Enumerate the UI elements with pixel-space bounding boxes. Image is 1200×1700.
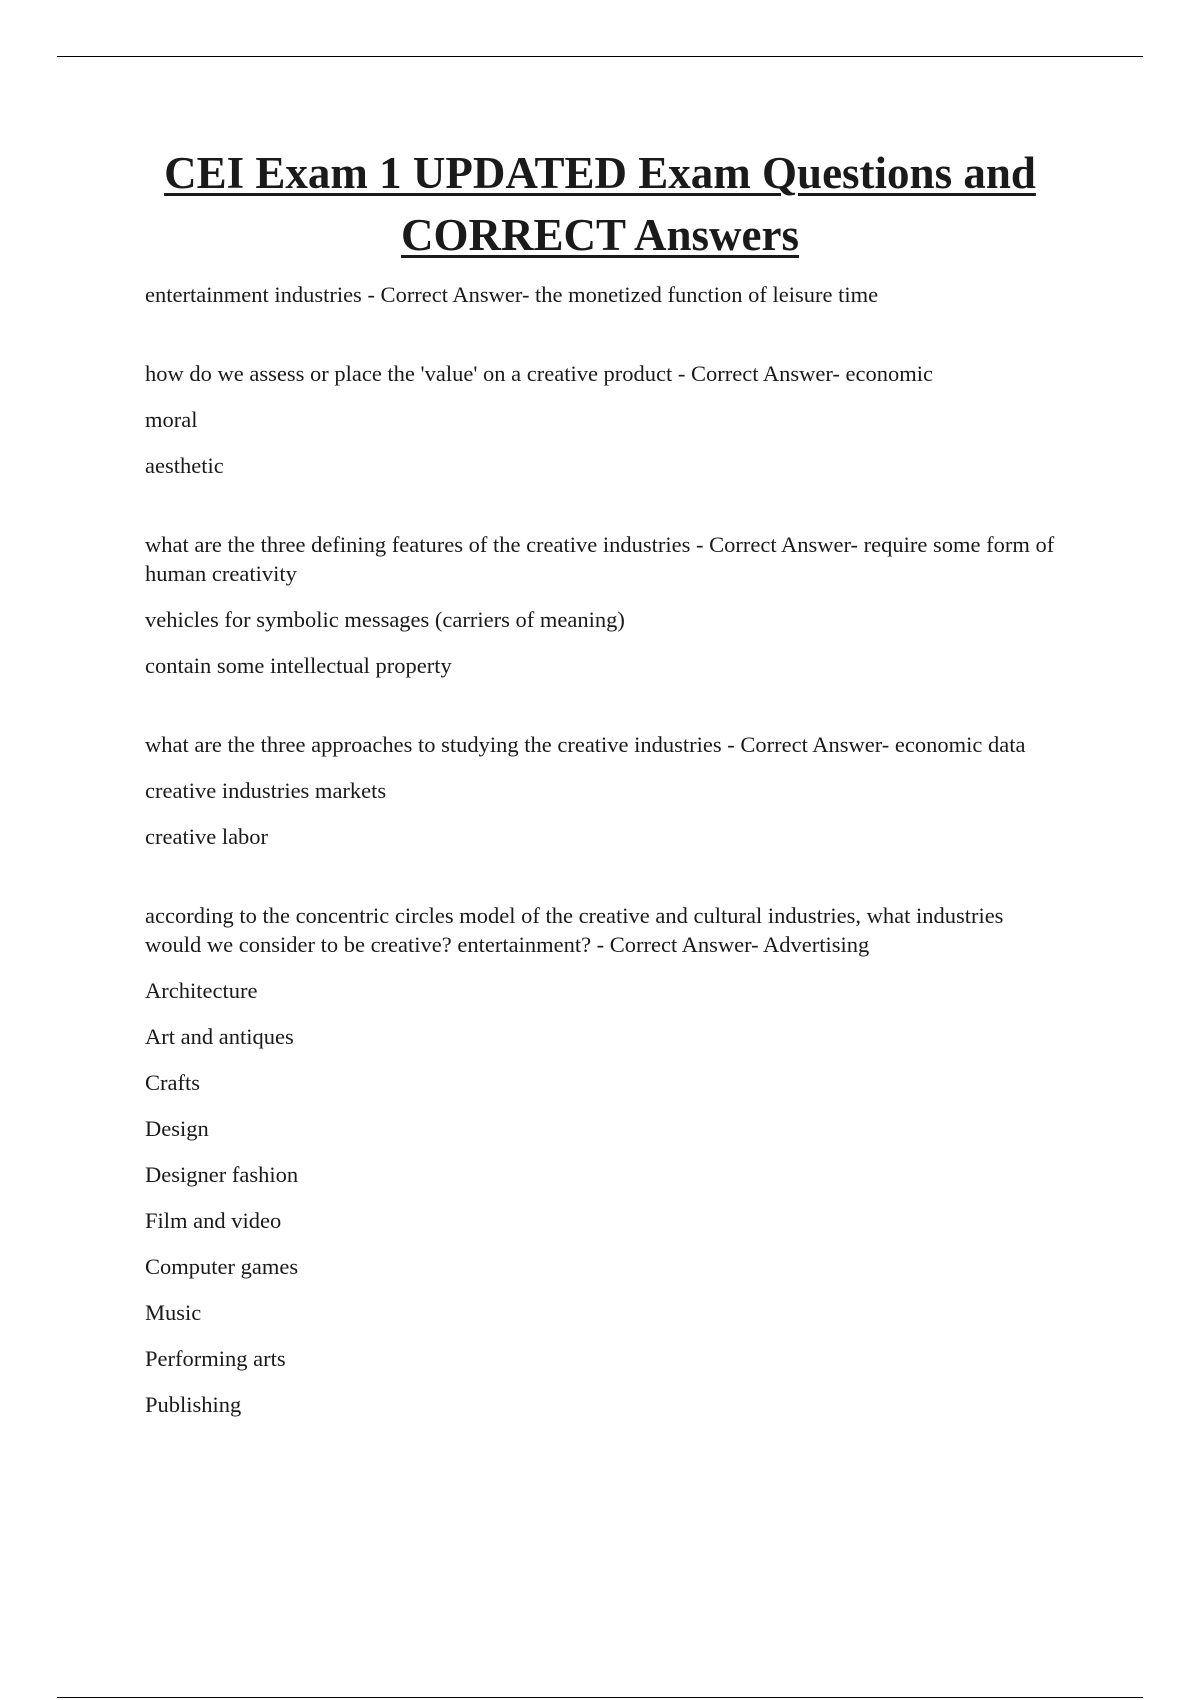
page-title — [100, 142, 1100, 266]
page-title-text: CEI Exam 1 UPDATED Exam Questions and CORRECT Answers — [164, 148, 1036, 260]
question-3: what are the three defining features of the creative industries - Correct Answer- require some form of human creativity — [145, 532, 1055, 586]
answer-line: aesthetic — [145, 453, 224, 478]
answer-line: Film and video — [145, 1208, 282, 1233]
answer-line: vehicles for symbolic messages (carriers of meaning) — [145, 607, 625, 632]
answer-line: creative industries markets — [145, 778, 387, 803]
answer-line: Performing arts — [145, 1346, 286, 1371]
qa-item-1 — [145, 280, 1065, 309]
answer-line: Architecture — [145, 978, 258, 1003]
answer-line: Crafts — [145, 1070, 200, 1095]
qa-item-2 — [145, 359, 1065, 480]
answer-line: Designer fashion — [145, 1162, 299, 1187]
answer-line: Art and antiques — [145, 1024, 294, 1049]
qa-item-3 — [145, 530, 1065, 680]
answer-line: contain some intellectual property — [145, 653, 452, 678]
answer-line: Music — [145, 1300, 202, 1325]
answer-line: Computer games — [145, 1254, 299, 1279]
answer-line: creative labor — [145, 824, 269, 849]
question-2: how do we assess or place the 'value' on a creative product - Correct Answer- economic — [145, 361, 933, 386]
answer-line: Publishing — [145, 1392, 242, 1417]
question-5: according to the concentric circles model of the creative and cultural industries, what industries would we consider to be creative? entertainment? - Correct Answer- Advertising — [145, 903, 1004, 957]
question-1: entertainment industries - Correct Answer- the monetized function of leisure time — [145, 282, 879, 307]
answer-line: Design — [145, 1116, 209, 1141]
question-4: what are the three approaches to studying the creative industries - Correct Answer- economic data — [145, 732, 1026, 757]
qa-item-5 — [145, 901, 1065, 1419]
bottom-rule — [57, 1697, 1143, 1698]
top-rule — [57, 56, 1143, 57]
qa-item-4 — [145, 730, 1065, 851]
qa-list — [145, 280, 1065, 1469]
answer-line: moral — [145, 407, 198, 432]
